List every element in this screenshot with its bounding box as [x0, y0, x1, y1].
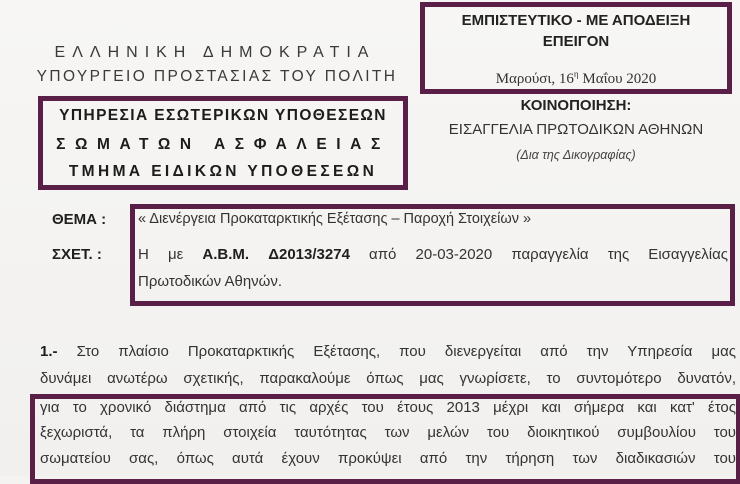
notification-note: (Δια της Δικογραφίας)	[516, 148, 636, 162]
subject-label: ΘΕΜΑ :	[52, 211, 107, 228]
classification-box	[420, 2, 732, 94]
body-line-2: δυνάμει ανωτέρω σχετικής, παρακαλούμε όπως μας γνωρίσετε, το συντομότερο δυνατόν,	[40, 370, 736, 387]
subject-text: « Διενέργεια Προκαταρκτικής Εξέτασης – Παροχή Στοιχείων »	[138, 211, 532, 227]
service-line-3: ΤΜΗΜΑ ΕΙΔΙΚΩΝ ΥΠΟΘΕΣΕΩΝ	[68, 163, 378, 180]
reference-label: ΣΧΕΤ. :	[52, 246, 102, 263]
reference-pre: Η με	[138, 246, 203, 263]
body-line-5: σωματείου σας, όπως αυτά έχουν προκύψει από την τήρηση των διαδικασιών του	[40, 450, 736, 467]
service-box	[38, 96, 408, 190]
classification-line-2: ΕΠΕΙΓΟΝ	[542, 33, 610, 50]
notification-recipient: ΕΙΣΑΓΓΕΛΙΑ ΠΡΩΤΟΔΙΚΩΝ ΑΘΗΝΩΝ	[448, 121, 704, 138]
date-suffix: Μαΐου 2020	[578, 71, 657, 87]
paragraph-number: 1.-	[40, 343, 58, 360]
body-line-4: ξεχωριστά, τα πλήρη στοιχεία ταυτότητας των μελών του διοικητικού συμβουλίου του	[40, 424, 736, 441]
abm-number: Δ2013/3274	[268, 246, 350, 263]
ministry-name: ΥΠΟΥΡΓΕΙΟ ΠΡΟΣΤΑΣΙΑΣ ΤΟΥ ΠΟΛΙΤΗ	[36, 68, 398, 85]
reference-line-1	[138, 246, 728, 263]
date-ordinal: η	[573, 69, 579, 79]
service-line-2: ΣΩΜΑΤΩΝ ΑΣΦΑΛΕΙΑΣ	[56, 136, 390, 153]
body-line-3: για το χρονικό διάστημα από τις αρχές του έτους 2013 μέχρι και σήμερα και κατ' έτος	[40, 399, 736, 416]
classification-line-1: ΕΜΠΙΣΤΕΥΤΙΚΟ - ΜΕ ΑΠΟΔΕΙΞΗ	[461, 12, 691, 29]
reference-post: από 20-03-2020 παραγγελία της Εισαγγελίας	[349, 246, 728, 263]
reference-line-2: Πρωτοδικών Αθηνών.	[138, 273, 283, 290]
body-line-1	[40, 343, 736, 360]
state-name: ΕΛΛΗΝΙΚΗ ΔΗΜΟΚΡΑΤΙΑ	[54, 44, 376, 61]
document-date	[425, 69, 727, 88]
service-line-1: ΥΠΗΡΕΣΙΑ ΕΣΩΤΕΡΙΚΩΝ ΥΠΟΘΕΣΕΩΝ	[59, 107, 387, 124]
notification-label: ΚΟΙΝΟΠΟΙΗΣΗ:	[520, 97, 632, 114]
body-line-1-text: Στο πλαίσιο Προκαταρκτικής Εξέτασης, που διενεργείται από την Υπηρεσία μας	[57, 343, 736, 360]
date-prefix: Μαρούσι, 16	[495, 71, 574, 87]
abm-label: Α.Β.Μ.	[202, 246, 250, 263]
